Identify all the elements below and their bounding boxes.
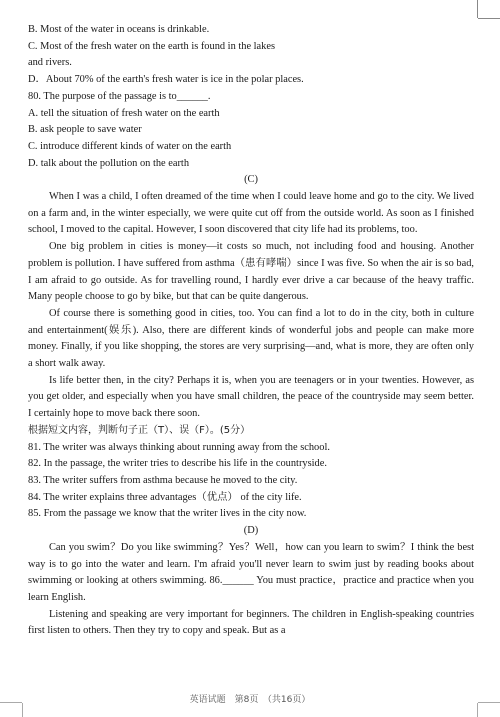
- crop-mark-bottom-left-horizontal: [0, 702, 22, 703]
- option-79-c-continued: and rivers.: [28, 57, 72, 69]
- section-c-paragraph-4: Is life better then, in the city? Perhaps it is, when you are teenagers or in your twenties. However, as you get older, and especially when you have small children, the peace of the countryside may seem better. I certainly hope to move back there soon.: [28, 374, 474, 420]
- option-79-d: D．About 70% of the earth's fresh water is ice in the polar places.: [28, 74, 304, 86]
- question-80-option-a: A. tell the situation of fresh water on the earth: [28, 107, 220, 119]
- question-80-option-d: D. talk about the pollution on the earth: [28, 157, 190, 169]
- section-c-heading: (C): [244, 174, 258, 186]
- section-c-paragraph-1: When I was a child, I often dreamed of the time when I could leave home and go to the city. We lived on a farm and, in the winter especially, we were quite cut off from the outside world. As soon as I finished school, I moved to the capital. However, I soon discovered that city life had its problems, too.: [28, 191, 474, 236]
- section-d-heading: (D): [243, 525, 259, 537]
- statement-81: 81. The writer was always thinking about running away from the school.: [28, 441, 330, 453]
- statement-85: 85. From the passage we know that the writer lives in the city now.: [28, 508, 307, 520]
- crop-mark-bottom-left: [22, 703, 23, 717]
- section-c-paragraph-2: One big problem in cities is money—it costs so much, not including food and housing. Another problem is pollution. I have suffered from asthma（患有哮喘）since I was five. So when the air is so bad, I am afraid to go outside. As for travelling round, I hardly ever drive a car because of the heavy traffic. Many people choose to go by bike, but that can be quite dangerous.: [28, 241, 474, 303]
- statement-83: 83. The writer suffers from asthma because he moved to the city.: [28, 474, 298, 486]
- statement-82: 82. In the passage, the writer tries to describe his life in the countryside.: [28, 458, 327, 470]
- statement-84: 84. The writer explains three advantages（优点） of the city life.: [28, 491, 302, 503]
- crop-mark-bottom-right: [477, 703, 478, 717]
- true-false-instruction: 根据短文内容，判断句子正（T）、误（F）。(5分）: [28, 424, 251, 436]
- section-c-paragraph-3: Of course there is something good in cities, too. You can find a lot to do in the city, both in culture and entertainment(娱乐). Also, there are different kinds of wonderful jobs and people can make more money. Finally, if you like shopping, the stores are very surprising—and, what is more, they are often only a short walk away.: [28, 307, 474, 370]
- crop-mark-top-right: [477, 0, 478, 18]
- question-80-option-c: C. introduce different kinds of water on the earth: [28, 140, 232, 152]
- section-d-paragraph-2: Listening and speaking are very important for beginners. The children in English-speaking countries first listen to others. Then they try to copy and speak. But as a: [28, 608, 474, 637]
- crop-mark-bottom-right-horizontal: [478, 702, 500, 703]
- option-79-c: C. Most of the fresh water on the earth is found in the lakes: [28, 40, 276, 52]
- question-80-stem: 80. The purpose of the passage is to______.: [28, 90, 211, 102]
- question-80-option-b: B. ask people to save water: [28, 124, 142, 136]
- page-footer: 英语试题 第8页 （共16页）: [189, 695, 311, 705]
- section-d-paragraph-1: Can you swim？Do you like swimming？Yes？Well，how can you learn to swim？I think the best way is to go into the water and learn. I'm afraid you'll never learn to swim just by reading books about swimming or looking at others swimming. 86.______ You must practice，practice and practice when you learn English.: [28, 541, 474, 603]
- exam-page: [28, 22, 474, 640]
- option-79-b: B. Most of the water in oceans is drinkable.: [28, 24, 210, 35]
- crop-mark-top-right-horizontal: [478, 18, 500, 19]
